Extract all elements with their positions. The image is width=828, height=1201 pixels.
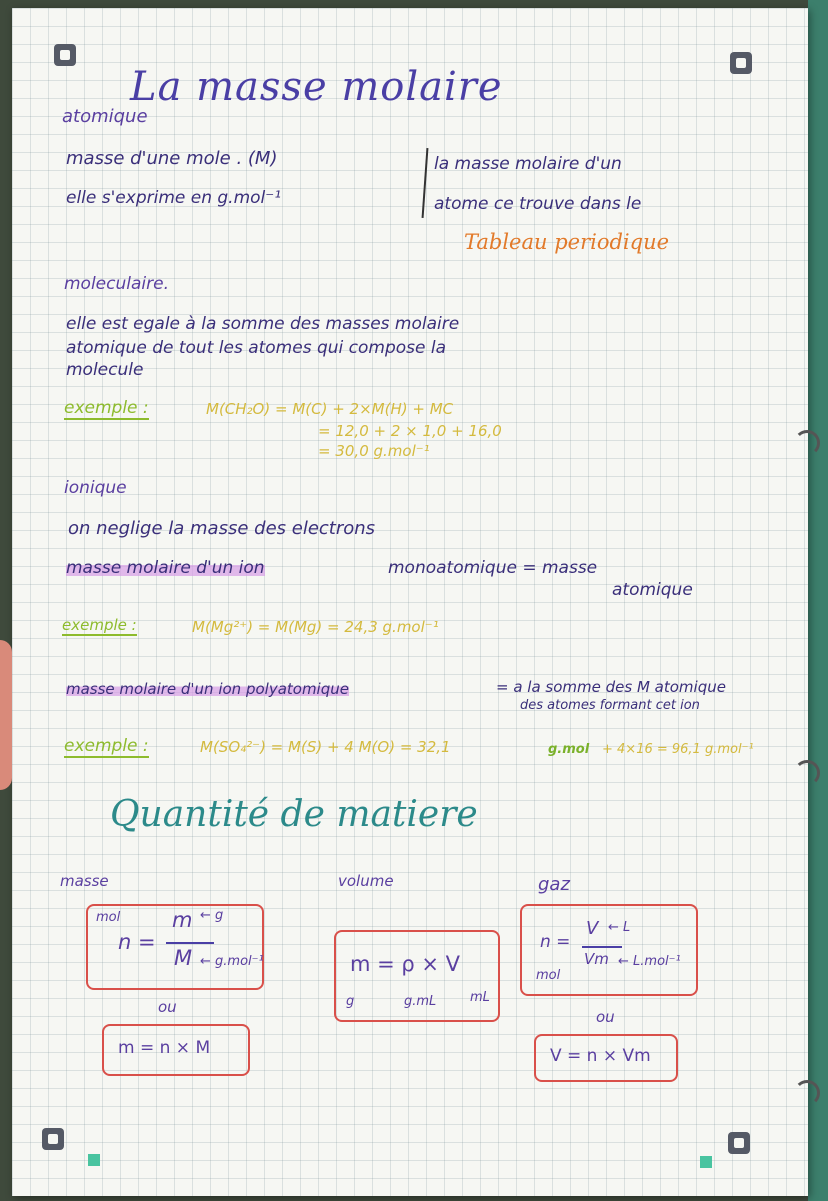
moleculaire-text: atomique de tout les atomes qui compose la bbox=[66, 338, 447, 358]
example-formula: = 12,0 + 2 × 1,0 + 16,0 bbox=[318, 422, 502, 440]
ionique-text: monoatomique = masse bbox=[388, 558, 598, 578]
unit-annotation: g bbox=[346, 994, 355, 1009]
ionique-highlight: masse molaire d'un ion polyatomique bbox=[66, 680, 349, 698]
background-strip bbox=[808, 0, 828, 1201]
section-title: Quantité de matiere bbox=[110, 794, 478, 835]
notebook-page bbox=[12, 8, 808, 1196]
unit-annotation: mol bbox=[96, 910, 121, 925]
formula-text: m = n × M bbox=[118, 1038, 211, 1058]
atomique-left-line: elle s'exprime en g.mol⁻¹ bbox=[66, 188, 282, 208]
heading-moleculaire: moleculaire. bbox=[64, 274, 169, 294]
formula-text: V = n × Vm bbox=[550, 1046, 651, 1066]
corner-marker-icon bbox=[728, 1132, 750, 1154]
or-text: ou bbox=[158, 998, 177, 1016]
formula-box-volume bbox=[334, 930, 500, 1022]
heading-ionique: ionique bbox=[64, 478, 127, 498]
corner-marker-icon bbox=[54, 44, 76, 66]
binder-ring-icon bbox=[794, 430, 820, 456]
ionique-highlight: masse molaire d'un ion bbox=[66, 558, 265, 578]
atomique-right-line: Tableau periodique bbox=[464, 230, 670, 254]
example-label: exemple : bbox=[64, 736, 149, 756]
example-formula: M(Mg²⁺) = M(Mg) = 24,3 g.mol⁻¹ bbox=[192, 618, 439, 636]
column-heading-volume: volume bbox=[338, 872, 394, 890]
unit-annotation: ← L.mol⁻¹ bbox=[618, 954, 681, 969]
formula-text: M bbox=[174, 946, 193, 970]
ionique-text: = a la somme des M atomique bbox=[496, 678, 726, 696]
moleculaire-text: elle est egale à la somme des masses molaire bbox=[66, 314, 460, 334]
atomique-right-line: atome ce trouve dans le bbox=[434, 194, 642, 214]
formula-text: Vm bbox=[584, 950, 609, 968]
ionique-text: des atomes formant cet ion bbox=[520, 698, 700, 713]
formula-text: m = ρ × V bbox=[350, 952, 461, 976]
binder-clip bbox=[0, 640, 12, 790]
corner-marker-icon bbox=[42, 1128, 64, 1150]
formula-text: V bbox=[586, 918, 599, 939]
unit-annotation: ← g bbox=[200, 908, 224, 923]
ionique-text: atomique bbox=[612, 580, 693, 600]
formula-text: n = bbox=[540, 932, 571, 952]
atomique-left-line: masse d'une mole . (M) bbox=[66, 148, 278, 169]
page-title: La masse molaire bbox=[130, 64, 503, 110]
formula-box-masse bbox=[86, 904, 264, 990]
example-formula: = 30,0 g.mol⁻¹ bbox=[318, 442, 430, 460]
unit-annotation: mL bbox=[470, 990, 490, 1005]
example-formula: + 4×16 = 96,1 g.mol⁻¹ bbox=[602, 742, 754, 757]
formula-text: n = bbox=[118, 930, 156, 954]
marker-square-icon bbox=[88, 1154, 100, 1166]
example-formula: M(CH₂O) = M(C) + 2×M(H) + MC bbox=[206, 400, 454, 418]
formula-text: m bbox=[172, 908, 193, 932]
marker-square-icon bbox=[700, 1156, 712, 1168]
formula-box-masse-alt bbox=[102, 1024, 250, 1076]
example-formula: M(SO₄²⁻) = M(S) + 4 M(O) = 32,1 bbox=[200, 738, 451, 756]
unit-annotation: mol bbox=[536, 968, 561, 983]
column-heading-gaz: gaz bbox=[538, 874, 570, 895]
column-heading-masse: masse bbox=[60, 872, 109, 890]
unit-annotation: ← g.mol⁻¹ bbox=[200, 954, 264, 969]
divider-line bbox=[422, 148, 429, 218]
binder-ring-icon bbox=[794, 760, 820, 786]
unit-annotation: ← L bbox=[608, 920, 631, 935]
formula-box-gaz-alt bbox=[534, 1034, 678, 1082]
atomique-right-line: la masse molaire d'un bbox=[434, 154, 622, 174]
formula-box-gaz bbox=[520, 904, 698, 996]
or-text: ou bbox=[596, 1008, 615, 1026]
ionique-text: on neglige la masse des electrons bbox=[68, 518, 376, 539]
example-unit: g.mol bbox=[548, 742, 590, 757]
moleculaire-text: molecule bbox=[66, 360, 144, 380]
unit-annotation: g.mL bbox=[404, 994, 437, 1009]
binder-ring-icon bbox=[794, 1080, 820, 1106]
heading-atomique: atomique bbox=[62, 106, 148, 127]
corner-marker-icon bbox=[730, 52, 752, 74]
example-label: exemple : bbox=[64, 398, 149, 418]
example-label: exemple : bbox=[62, 616, 137, 634]
